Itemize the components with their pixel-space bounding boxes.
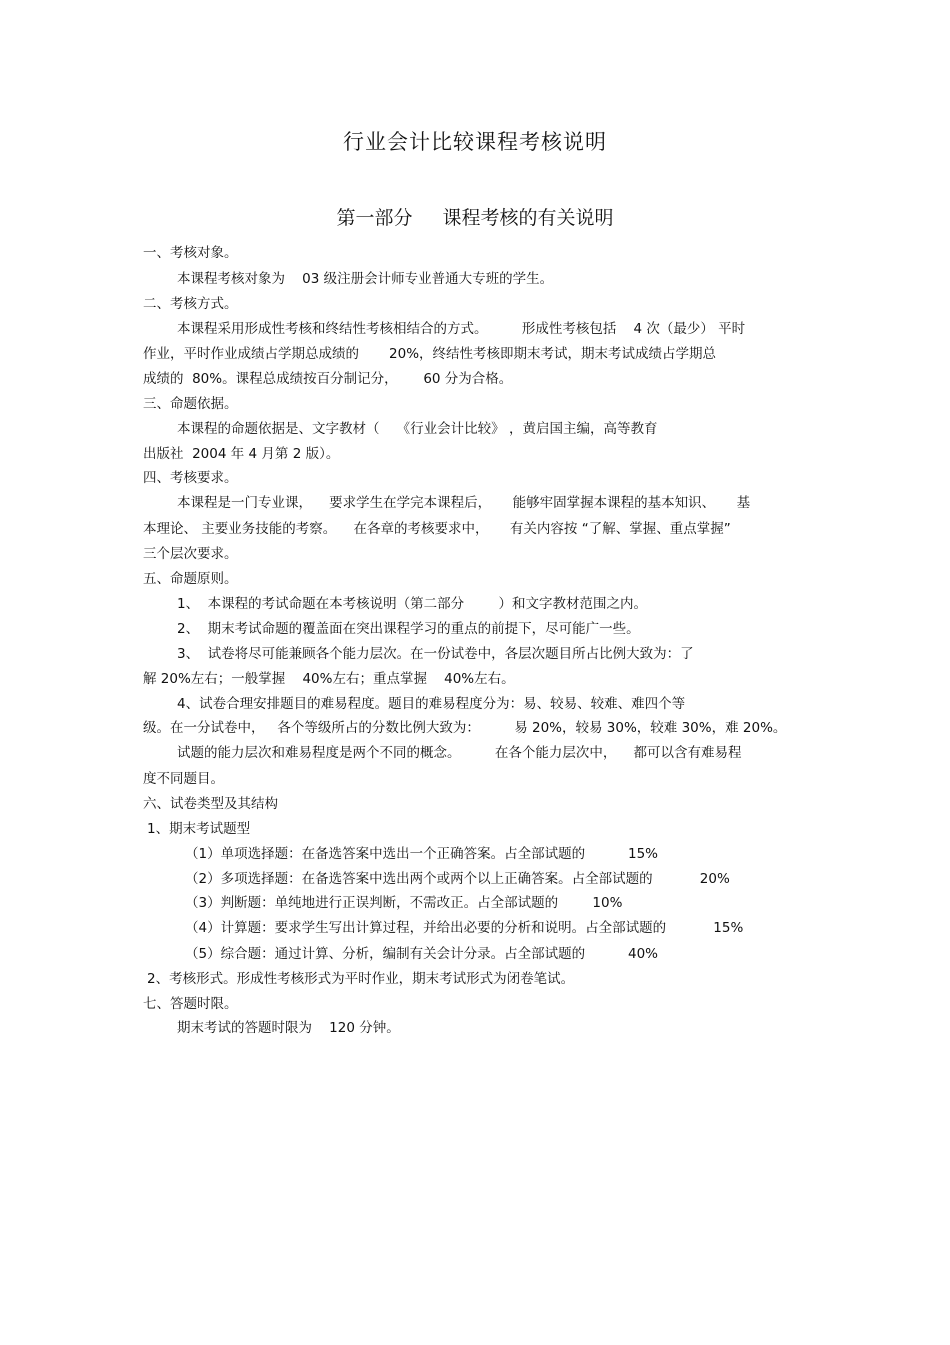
paragraph-line: 解 20%左右；一般掌握 40%左右；重点掌握 40%左右。 <box>143 671 515 687</box>
paragraph-line: 本课程采用形成性考核和终结性考核相结合的方式。 形成性考核包括 4 次（最少） 平时 <box>177 321 746 337</box>
paragraph-line: 成绩的 80%。课程总成绩按百分制记分， 60 分为合格。 <box>143 371 513 387</box>
section-heading-3: 三、命题依据。 <box>143 396 238 412</box>
section-heading-5: 五、命题原则。 <box>143 571 238 587</box>
list-item: （1）单项选择题：在备选答案中选出一个正确答案。占全部试题的 15% <box>185 846 659 862</box>
part-title: 课程考核的有关说明 <box>442 207 614 229</box>
part-heading <box>0 203 950 230</box>
list-item: 1、 本课程的考试命题在本考核说明（第二部分 ）和文字教材范围之内。 <box>177 596 648 612</box>
paragraph-line: 本课程的命题依据是、文字教材（ 《行业会计比较》 ，黄启国主编，高等教育 <box>177 421 658 437</box>
section-heading-6: 六、试卷类型及其结构 <box>143 796 278 812</box>
paragraph-line: 试题的能力层次和难易程度是两个不同的概念。 在各个能力层次中， 都可以含有难易程 <box>177 745 742 761</box>
subsection-heading: 2、考核形式。形成性考核形式为平时作业，期末考试形式为闭卷笔试。 <box>147 971 575 987</box>
paragraph-line: 出版社 2004 年 4 月第 2 版）。 <box>143 446 340 462</box>
section-heading-7: 七、答题时限。 <box>143 996 238 1012</box>
list-item: （2）多项选择题：在备选答案中选出两个或两个以上正确答案。占全部试题的 20% <box>185 871 730 887</box>
paragraph-line: 级。在一分试卷中， 各个等级所占的分数比例大致为： 易 20%，较易 30%，较难 30%，难 20%。 <box>143 720 787 736</box>
list-item: 3、 试卷将尽可能兼顾各个能力层次。在一份试卷中，各层次题目所占比例大致为：了 <box>177 646 694 662</box>
list-item: （3）判断题：单纯地进行正误判断，不需改正。占全部试题的 10% <box>185 895 623 911</box>
section-heading-4: 四、考核要求。 <box>143 470 238 486</box>
paragraph-line: 三个层次要求。 <box>143 546 238 562</box>
list-item: （4）计算题：要求学生写出计算过程，并给出必要的分析和说明。占全部试题的 15% <box>185 920 744 936</box>
paragraph-line: 本理论、 主要业务技能的考察。 在各章的考核要求中， 有关内容按 “了解、掌握、重点掌握” <box>143 521 731 537</box>
section-heading-2: 二、考核方式。 <box>143 296 238 312</box>
part-label: 第一部分 <box>336 207 413 229</box>
list-item: 2、 期末考试命题的覆盖面在突出课程学习的重点的前提下，尽可能广一些。 <box>177 621 640 637</box>
list-item: 4、试卷合理安排题目的难易程度。题目的难易程度分为：易、较易、较难、难四个等 <box>177 696 686 712</box>
subsection-heading: 1、期末考试题型 <box>147 821 251 837</box>
paragraph-line: 本课程考核对象为 03 级注册会计师专业普通大专班的学生。 <box>177 271 554 287</box>
paragraph-line: 本课程是一门专业课， 要求学生在学完本课程后， 能够牢固掌握本课程的基本知识、 基 <box>177 495 751 511</box>
paragraph-line: 期末考试的答题时限为 120 分钟。 <box>177 1020 400 1036</box>
paragraph-line: 作业，平时作业成绩占学期总成绩的 20%，终结性考核即期末考试，期末考试成绩占学期总 <box>143 346 717 362</box>
document-title: 行业会计比较课程考核说明 <box>343 130 607 154</box>
section-heading-1: 一、考核对象。 <box>143 245 238 261</box>
list-item: （5）综合题：通过计算、分析，编制有关会计分录。占全部试题的 40% <box>185 946 659 962</box>
paragraph-line: 度不同题目。 <box>143 771 224 787</box>
